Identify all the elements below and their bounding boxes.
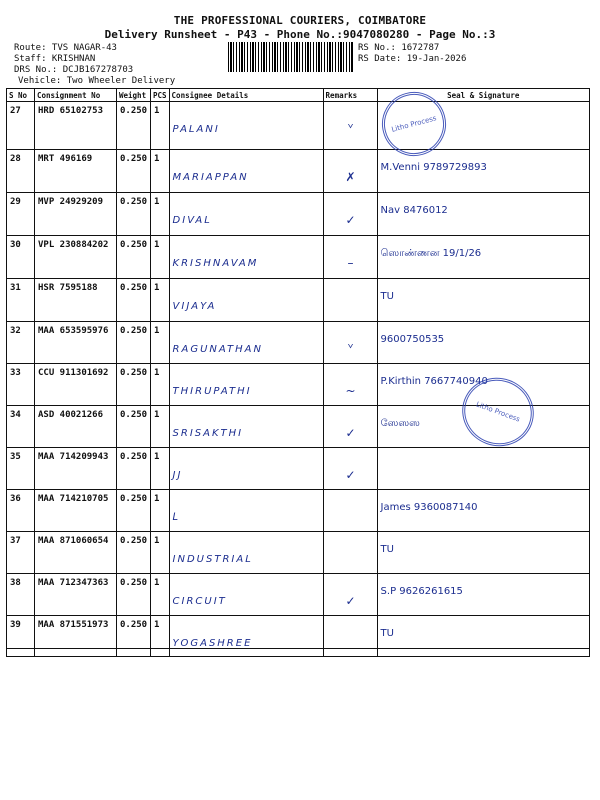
col-sno: S No — [7, 89, 35, 102]
row-consignee: SRISAKTHI — [169, 406, 323, 448]
table-row — [7, 448, 590, 490]
table-bottom-rule — [6, 648, 590, 649]
row-consignment: HRD 65102753 — [35, 102, 117, 150]
row-sno: 30 — [7, 236, 35, 279]
row-weight: 0.250 — [117, 364, 151, 406]
table-row — [7, 574, 590, 616]
row-remark: – — [323, 236, 377, 279]
row-pcs: 1 — [151, 102, 170, 150]
row-sno: 32 — [7, 322, 35, 364]
row-pcs: 1 — [151, 364, 170, 406]
row-pcs: 1 — [151, 150, 170, 193]
row-signature: TU — [377, 532, 589, 574]
seal-stamp-2: Litho Process — [453, 368, 544, 457]
row-remark — [323, 532, 377, 574]
row-remark — [323, 616, 377, 657]
row-signature: M.Venni 9789729893 — [377, 150, 589, 193]
runsheet-subtitle: Delivery Runsheet - P43 - Phone No.:9047080280 - Page No.:3 — [104, 28, 496, 41]
row-signature: P.Kirthin 7667740940 — [377, 364, 589, 406]
row-consignment: MAA 653595976 — [35, 322, 117, 364]
row-consignment: VPL 230884202 — [35, 236, 117, 279]
rs-number: RS No.: 1672787 — [358, 43, 440, 53]
col-signature: Seal & Signature — [377, 89, 589, 102]
table-row — [7, 322, 590, 364]
table-row — [7, 236, 590, 279]
row-weight: 0.250 — [117, 406, 151, 448]
row-signature: TU — [377, 279, 589, 322]
row-sno: 37 — [7, 532, 35, 574]
row-remark: ✗ — [323, 150, 377, 193]
row-pcs: 1 — [151, 193, 170, 236]
row-consignment: MAA 714209943 — [35, 448, 117, 490]
row-signature: James 9360087140 — [377, 490, 589, 532]
row-signature: ஸேஸஸ — [377, 406, 589, 448]
row-pcs: 1 — [151, 616, 170, 657]
col-pcs: PCS — [151, 89, 170, 102]
row-sno: 35 — [7, 448, 35, 490]
row-consignment: ASD 40021266 — [35, 406, 117, 448]
row-signature — [377, 448, 589, 490]
row-weight: 0.250 — [117, 102, 151, 150]
drs-label: DRS No.: DCJB167278703 — [14, 65, 134, 75]
rs-date: RS Date: 19-Jan-2026 — [358, 54, 467, 64]
row-weight: 0.250 — [117, 574, 151, 616]
vehicle-label: Vehicle: Two Wheeler Delivery — [18, 76, 176, 86]
row-consignee: RAGUNATHAN — [169, 322, 323, 364]
row-consignment: MAA 714210705 — [35, 490, 117, 532]
row-weight: 0.250 — [117, 150, 151, 193]
row-consignee: INDUSTRIAL — [169, 532, 323, 574]
table-row — [7, 150, 590, 193]
row-weight: 0.250 — [117, 193, 151, 236]
table-row — [7, 532, 590, 574]
row-remark: ~ — [323, 364, 377, 406]
table-row — [7, 490, 590, 532]
table-header — [7, 89, 590, 102]
seal-stamp: Litho Process — [375, 85, 453, 163]
table-row — [7, 102, 590, 150]
row-weight: 0.250 — [117, 448, 151, 490]
row-sno: 28 — [7, 150, 35, 193]
row-pcs: 1 — [151, 236, 170, 279]
row-remark: ✓ — [323, 448, 377, 490]
row-weight: 0.250 — [117, 532, 151, 574]
row-consignment: MAA 871060654 — [35, 532, 117, 574]
row-sno: 29 — [7, 193, 35, 236]
col-consignment: Consignment No — [35, 89, 117, 102]
row-consignee: THIRUPATHI — [169, 364, 323, 406]
row-consignee: CIRCUIT — [169, 574, 323, 616]
row-pcs: 1 — [151, 279, 170, 322]
row-remark: ✓ — [323, 574, 377, 616]
row-consignment: MAA 712347363 — [35, 574, 117, 616]
col-weight: Weight — [117, 89, 151, 102]
table-row — [7, 279, 590, 322]
row-consignment: HSR 7595188 — [35, 279, 117, 322]
row-weight: 0.250 — [117, 322, 151, 364]
row-pcs: 1 — [151, 406, 170, 448]
row-sno: 34 — [7, 406, 35, 448]
row-remark: ᘁ — [323, 322, 377, 364]
row-consignee: YOGASHREE — [169, 616, 323, 657]
row-sno: 36 — [7, 490, 35, 532]
row-weight: 0.250 — [117, 279, 151, 322]
row-consignee: DIVAL — [169, 193, 323, 236]
row-sno: 31 — [7, 279, 35, 322]
col-consignee: Consignee Details — [169, 89, 323, 102]
table-row — [7, 193, 590, 236]
row-consignee: MARIAPPAN — [169, 150, 323, 193]
row-weight: 0.250 — [117, 236, 151, 279]
row-remark — [323, 490, 377, 532]
row-sno: 38 — [7, 574, 35, 616]
row-consignment: CCU 911301692 — [35, 364, 117, 406]
row-remark: ✓ — [323, 406, 377, 448]
row-signature: TU — [377, 616, 589, 657]
runsheet-table — [6, 88, 590, 657]
row-sno: 39 — [7, 616, 35, 657]
row-signature: ஸொண்ணன 19/1/26 — [377, 236, 589, 279]
row-consignment: MAA 871551973 — [35, 616, 117, 657]
barcode — [228, 42, 354, 72]
row-consignee: ᒪ — [169, 490, 323, 532]
row-sno: 27 — [7, 102, 35, 150]
row-consignment: MVP 24929209 — [35, 193, 117, 236]
col-remarks: Remarks — [323, 89, 377, 102]
row-consignee: KRISHNAVAM — [169, 236, 323, 279]
row-remark — [323, 279, 377, 322]
row-weight: 0.250 — [117, 490, 151, 532]
row-pcs: 1 — [151, 322, 170, 364]
row-pcs: 1 — [151, 448, 170, 490]
row-signature: Nav 8476012 — [377, 193, 589, 236]
row-remark: ✓ — [323, 193, 377, 236]
table-row — [7, 616, 590, 657]
row-consignee: VIJAYA — [169, 279, 323, 322]
row-remark: ᘁ — [323, 102, 377, 150]
row-consignment: MRT 496169 — [35, 150, 117, 193]
company-title: THE PROFESSIONAL COURIERS, COIMBATORE — [173, 14, 427, 27]
row-pcs: 1 — [151, 574, 170, 616]
route-label: Route: TVS NAGAR-43 — [14, 43, 117, 53]
row-sno: 33 — [7, 364, 35, 406]
row-consignee: JJ — [169, 448, 323, 490]
row-signature: 9600750535 — [377, 322, 589, 364]
row-weight: 0.250 — [117, 616, 151, 657]
row-consignee: PALANI — [169, 102, 323, 150]
row-signature: S.P 9626261615 — [377, 574, 589, 616]
row-pcs: 1 — [151, 490, 170, 532]
staff-label: Staff: KRISHNAN — [14, 54, 96, 64]
row-pcs: 1 — [151, 532, 170, 574]
